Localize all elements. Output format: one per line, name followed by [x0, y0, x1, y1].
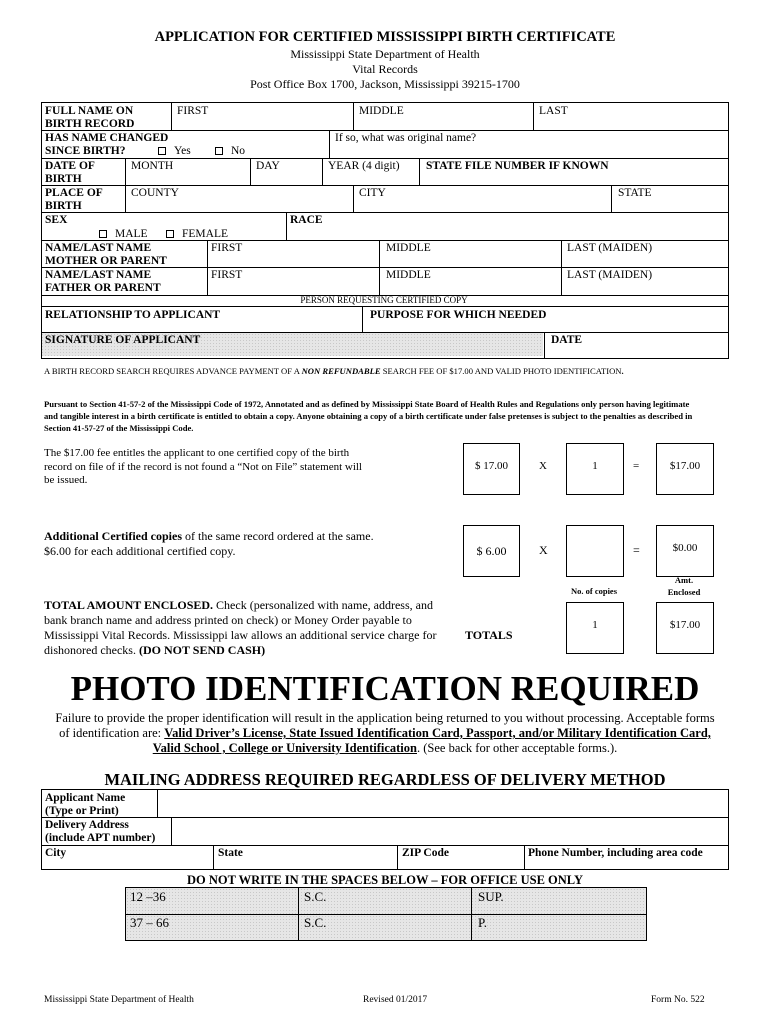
office-use-heading: DO NOT WRITE IN THE SPACES BELOW – FOR OFFICE USE ONLY: [186, 873, 584, 887]
first-total-box: $17.00: [656, 443, 714, 495]
father-middle-field[interactable]: MIDDLE: [386, 269, 431, 281]
equals-sign: =: [633, 543, 640, 557]
checkbox-icon: [158, 147, 166, 155]
mother-last-field[interactable]: LAST (MAIDEN): [567, 242, 653, 254]
name-changed-label: HAS NAME CHANGED SINCE BIRTH?: [45, 132, 169, 157]
year-field[interactable]: YEAR (4 digit): [328, 160, 400, 172]
totals-label: TOTALS: [465, 628, 513, 642]
no-of-copies-label: No. of copies: [570, 586, 618, 596]
total-amount-box: $17.00: [656, 602, 714, 654]
checkbox-icon: [215, 147, 223, 155]
office-cell: S.C.: [304, 889, 327, 904]
photo-id-text: Failure to provide the proper identification will result in the application being returned to you without processing. Acceptable forms of identification are: Valid Driver’s License, State Issued Identification Card, Passport, and/or Military Identification Card, Valid School , College or University Identification. (See back for other acceptable forms.).: [55, 711, 715, 755]
checkbox-icon: [166, 230, 174, 238]
multiply-sign: X: [539, 460, 547, 472]
female-checkbox[interactable]: FEMALE: [166, 228, 228, 241]
state-file-number-field[interactable]: STATE FILE NUMBER IF KNOWN: [426, 160, 609, 172]
first-qty-box[interactable]: 1: [566, 443, 624, 495]
phone-number-field[interactable]: Phone Number, including area code: [528, 847, 703, 859]
office-cell: 12 –36: [130, 889, 166, 904]
state-field[interactable]: STATE: [618, 187, 652, 199]
multiply-sign: X: [539, 543, 548, 557]
yes-checkbox[interactable]: Yes: [158, 145, 191, 158]
applicant-name-field[interactable]: Applicant Name (Type or Print): [45, 792, 126, 817]
statute-paragraph: Pursuant to Section 41-57-2 of the Mississippi Code of 1972, Annotated and as defined by Mississippi State Board of Health Rules and Regulations only person having legitimate and tangible interest in a birth certificate is entitled to obtain a copy. Anyone obtaining a copy of a birth certificate under false pretenses is subject to the penalties as described in Section 41-57-27 of the Mississippi Code.: [44, 399, 693, 433]
mailing-city-field[interactable]: City: [45, 847, 67, 859]
father-first-field[interactable]: FIRST: [211, 269, 243, 281]
add-fee-box: $ 6.00: [463, 525, 520, 577]
mailing-heading: MAILING ADDRESS REQUIRED REGARDLESS OF DELIVERY METHOD: [104, 770, 666, 789]
amount-enclosed-label: Amt. Enclosed: [667, 575, 701, 597]
dob-label: DATE OF BIRTH: [45, 160, 95, 185]
equals-sign: =: [633, 460, 640, 472]
father-label: NAME/LAST NAME FATHER OR PARENT: [45, 269, 161, 294]
city-field[interactable]: CITY: [359, 187, 386, 199]
day-field[interactable]: DAY: [256, 160, 280, 172]
office-cell: 37 – 66: [130, 915, 169, 930]
office-cell: SUP.: [478, 889, 504, 904]
footer-revised: Revised 01/2017: [363, 995, 428, 1005]
relationship-field[interactable]: RELATIONSHIP TO APPLICANT: [45, 309, 221, 321]
date-field[interactable]: DATE: [551, 334, 583, 346]
footer-department: Mississippi State Department of Health: [44, 995, 194, 1005]
first-name-field[interactable]: FIRST: [177, 105, 209, 117]
middle-name-field[interactable]: MIDDLE: [359, 105, 404, 117]
first-copy-text: The $17.00 fee entitles the applicant to one certified copy of the birth record on file of if the record is not found a “Not on File” statement will be issued.: [44, 447, 362, 486]
checkbox-icon: [99, 230, 107, 238]
footer-form-number: Form No. 522: [651, 995, 705, 1005]
full-name-label: FULL NAME ON BIRTH RECORD: [45, 105, 135, 130]
mother-label: NAME/LAST NAME MOTHER OR PARENT: [45, 242, 167, 267]
purpose-field[interactable]: PURPOSE FOR WHICH NEEDED: [370, 309, 547, 321]
add-total-box: $0.00: [656, 525, 714, 577]
delivery-address-field[interactable]: Delivery Address (include APT number): [45, 819, 156, 844]
office-use-table: [125, 887, 647, 941]
office-address: Post Office Box 1700, Jackson, Mississippi 39215-1700: [250, 77, 520, 91]
pob-label: PLACE OF BIRTH: [45, 187, 103, 212]
search-fee-notice: A BIRTH RECORD SEARCH REQUIRES ADVANCE PAYMENT OF A NON REFUNDABLE SEARCH FEE OF $17.00 AND VALID PHOTO IDENTIFICATION.: [44, 366, 624, 376]
mailing-zip-field[interactable]: ZIP Code: [402, 847, 449, 859]
month-field[interactable]: MONTH: [131, 160, 174, 172]
add-qty-box[interactable]: [566, 525, 624, 577]
first-fee-box: $ 17.00: [463, 443, 520, 495]
sex-label: SEX: [45, 214, 68, 226]
total-amount-text: TOTAL AMOUNT ENCLOSED. Check (personalized with name, address, and bank branch name and address printed on check) or Money Order payable to Mississippi Vital Records. Mississippi law allows an additional service charge for dishonored checks. (DO NOT SEND CASH): [44, 598, 437, 657]
total-qty-box: 1: [566, 602, 624, 654]
signature-field[interactable]: SIGNATURE OF APPLICANT: [45, 334, 201, 346]
person-requesting-label: PERSON REQUESTING CERTIFIED COPY: [300, 295, 468, 305]
office-name: Vital Records: [352, 62, 418, 76]
photo-id-heading: PHOTO IDENTIFICATION REQUIRED: [70, 669, 700, 708]
office-cell: P.: [478, 915, 488, 930]
no-checkbox[interactable]: No: [215, 145, 245, 158]
male-checkbox[interactable]: MALE: [99, 228, 148, 241]
original-name-field[interactable]: If so, what was original name?: [335, 132, 477, 144]
race-field[interactable]: RACE: [290, 214, 323, 226]
office-cell: S.C.: [304, 915, 327, 930]
mother-middle-field[interactable]: MIDDLE: [386, 242, 431, 254]
form-title: APPLICATION FOR CERTIFIED MISSISSIPPI BIRTH CERTIFICATE: [154, 29, 616, 45]
mailing-state-field[interactable]: State: [218, 847, 243, 859]
county-field[interactable]: COUNTY: [131, 187, 179, 199]
father-last-field[interactable]: LAST (MAIDEN): [567, 269, 653, 281]
additional-copies-text: Additional Certified copies of the same record ordered at the same. $6.00 for each additional certified copy.: [44, 529, 374, 558]
last-name-field[interactable]: LAST: [539, 105, 568, 117]
department-name: Mississippi State Department of Health: [290, 47, 480, 61]
mother-first-field[interactable]: FIRST: [211, 242, 243, 254]
